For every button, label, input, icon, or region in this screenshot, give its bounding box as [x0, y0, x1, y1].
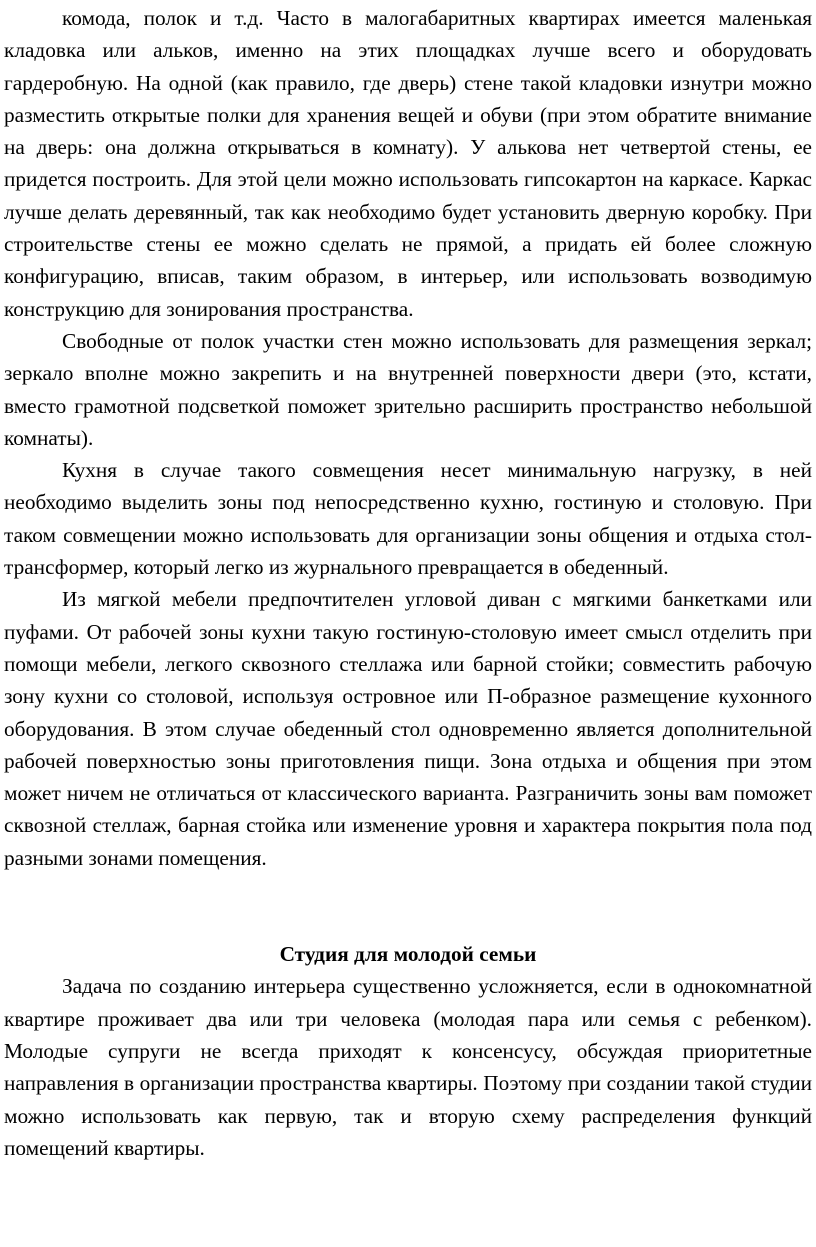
paragraph-young-family: Задача по созданию интерьера существенно усложняется, если в однокомнатной квартире проживает два или три человека (молодая пара или семья с ребенком). Молодые супруги не всегда приходят к консенсусу, обсуждая приоритетные направления в организации пространства квартиры. Поэтому при создании такой студии можно использовать как первую, так и вторую схему распределения функций помещений квартиры. [4, 974, 812, 1160]
paragraph-soft-furniture: Из мягкой мебели предпочтителен угловой диван с мягкими банкетками или пуфами. От рабочей зоны кухни такую гостиную-столовую имеет смысл отделить при помощи мебели, легкого сквозного стеллажа или барной стойки; совместить рабочую зону кухни со столовой, используя островное или П-образное размещение кухонного оборудования. В этом случае обеденный стол одновременно является дополнительной рабочей поверхностью зоны приготовления пищи. Зона отдыха и общения при этом может ничем не отличаться от классического варианта. Разграничить зоны вам поможет сквозной стеллаж, барная стойка или изменение уровня и характера покрытия пола под разными зонами помещения. [4, 587, 812, 870]
paragraph-wardrobe: комода, полок и т.д. Часто в малогабаритных квартирах имеется маленькая кладовка или альков, именно на этих площадках лучше всего и оборудовать гардеробную. На одной (как правило, где дверь) стене такой кладовки изнутри можно разместить открытые полки для хранения вещей и обуви (при этом обратите внимание на дверь: она должна открываться в комнату). У алькова нет четвертой стены, ее придется построить. Для этой цели можно использовать гипсокартон на каркасе. Каркас лучше делать деревянный, так как необходимо будет установить дверную коробку. При строительстве стены ее можно сделать не прямой, а придать ей более сложную конфигурацию, вписав, таким образом, в интерьер, или использовать возводимую конструкцию для зонирования пространства. [4, 6, 812, 321]
section-heading: Студия для молодой семьи [279, 942, 537, 967]
section-spacer [4, 874, 812, 938]
paragraph-kitchen-zones: Кухня в случае такого совмещения несет минимальную нагрузку, в ней необходимо выделить зоны под непосредственно кухню, гостиную и столовую. При таком совмещении можно использовать для организации зоны общения и отдыха стол-трансформер, который легко из журнального превращается в обеденный. [4, 458, 812, 580]
paragraph-mirrors: Свободные от полок участки стен можно использовать для размещения зеркал; зеркало вполне можно закрепить и на внутренней поверхности двери (это, кстати, вместо грамотной подсветкой поможет зрительно расширить пространство небольшой комнаты). [4, 328, 812, 450]
